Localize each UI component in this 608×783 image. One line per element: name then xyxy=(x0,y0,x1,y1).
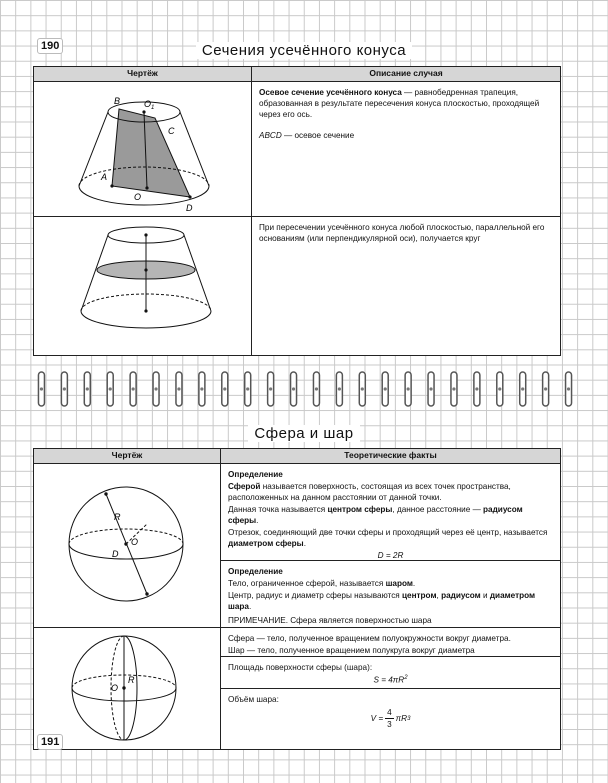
truncated-cone-table xyxy=(33,66,561,356)
binding-hole xyxy=(521,387,524,390)
sphere-figure xyxy=(34,464,219,624)
binding-hole xyxy=(177,387,180,390)
diameter-endpoint-bottom xyxy=(145,592,148,595)
definition-text: . xyxy=(256,516,259,526)
binding-hole xyxy=(567,387,570,390)
definition-heading: Определение xyxy=(228,567,283,576)
right-generator xyxy=(180,112,209,186)
section-title-text: Сфера и шар xyxy=(248,425,359,442)
definition-text: Тело, ограниченное сферой, называется xyxy=(228,579,386,589)
binding-hole xyxy=(292,387,295,390)
binding-hole xyxy=(544,387,547,390)
point-d xyxy=(188,195,191,198)
binding-hole xyxy=(269,387,272,390)
definition-text: называется поверхность, состоящая из всех точек пространства, расположенных на данном расстоянии от данной точки. xyxy=(228,482,511,503)
drawing-sphere xyxy=(34,464,221,628)
note-text: ПРИМЕЧАНИЕ. Сфера является поверхностью шара xyxy=(228,616,432,626)
formula-body: V = xyxy=(370,714,384,724)
axial-section-definition: — равнобедренная трапеция, образованная в результате пересечения конуса плоскостью, проходящей через его ось. xyxy=(259,88,540,120)
abcd-caption: — осевое сечение xyxy=(281,131,355,141)
center-point xyxy=(122,686,125,689)
binding-hole xyxy=(475,387,478,390)
label-r: R xyxy=(128,675,135,686)
binding-hole xyxy=(315,387,318,390)
bottom-center-point xyxy=(144,309,147,312)
definition-text: , данное расстояние — xyxy=(392,505,484,515)
definition-text: , xyxy=(436,591,442,601)
definition-ball xyxy=(221,560,560,624)
binding-hole xyxy=(109,387,112,390)
point-o xyxy=(145,186,148,189)
binding-hole xyxy=(384,387,387,390)
binding-hole xyxy=(223,387,226,390)
definition-text: . xyxy=(303,539,306,549)
definition-text: Отрезок, соединяющий две точки сферы и проходящий через её центр, называется xyxy=(228,528,548,538)
label-r: R xyxy=(114,512,121,522)
axial-section-figure xyxy=(34,82,250,213)
sphere-rotation-text: Сфера — тело, полученное вращением полуокружности вокруг диаметра. xyxy=(228,634,511,644)
parallel-section-text: При пересечении усечённого конуса любой плоскостью, параллельной его основаниям (или перпендикулярной оси), получается круг xyxy=(259,223,545,244)
label-d: D xyxy=(186,203,193,213)
surface-area-label: Площадь поверхности сферы (шара): xyxy=(228,663,373,673)
facts-formulas xyxy=(221,628,561,750)
binding-hole xyxy=(132,387,135,390)
label-o: O xyxy=(111,683,119,694)
column-header-drawing: Чертёж xyxy=(34,67,252,82)
binding-hole xyxy=(361,387,364,390)
definition-text: и xyxy=(480,591,490,601)
facts-definitions xyxy=(221,464,561,628)
definition-text: Данная точка называется xyxy=(228,505,328,515)
label-a: A xyxy=(101,172,108,182)
formula-body: S = 4πR xyxy=(373,675,405,685)
column-header-description: Описание случая xyxy=(252,67,561,82)
section-center-point xyxy=(144,268,147,271)
volume-formula xyxy=(228,707,553,730)
abcd-label: ABCD xyxy=(259,131,282,141)
term-ball-radius: радиусом xyxy=(441,591,481,601)
binding-hole xyxy=(429,387,432,390)
surface-area-formula xyxy=(228,674,553,686)
formula-body: πR xyxy=(395,714,408,724)
definition-sphere xyxy=(221,464,560,560)
point-a xyxy=(110,184,113,187)
parallel-section-figure xyxy=(34,217,250,352)
column-header-drawing: Чертёж xyxy=(34,449,221,464)
binding-hole xyxy=(246,387,249,390)
binding-hole xyxy=(63,387,66,390)
drawing-ball xyxy=(34,628,221,750)
fraction xyxy=(385,707,394,730)
sphere-table xyxy=(33,448,561,750)
term-ball-center: центром xyxy=(402,591,437,601)
top-center-point xyxy=(144,233,147,236)
binding-hole xyxy=(452,387,455,390)
term-ball: шаром xyxy=(385,579,413,589)
term-diameter: диаметром сферы xyxy=(228,539,304,549)
fraction-numerator: 4 xyxy=(385,707,394,719)
description-parallel-section xyxy=(252,217,561,356)
term-ball-diameter: диаметром шара xyxy=(228,591,536,612)
formula-exponent: 3 xyxy=(407,715,411,722)
binding-hole xyxy=(86,387,89,390)
binding-hole xyxy=(407,387,410,390)
rotation-definition xyxy=(221,628,560,656)
page-number-top: 190 xyxy=(37,38,63,54)
surface-area-block xyxy=(221,656,560,688)
point-o1 xyxy=(142,110,145,113)
label-c: C xyxy=(168,126,175,136)
ball-rotation-text: Шар — тело, полученное вращением полукруга вокруг диаметра xyxy=(228,646,475,656)
term-radius: радиусом сферы xyxy=(228,505,523,526)
label-o1: $O_1$ xyxy=(144,99,155,111)
definition-text: . xyxy=(248,602,252,612)
description-axial-section xyxy=(252,82,561,217)
term-sphere: Сферой xyxy=(228,482,261,492)
label-d: D xyxy=(112,549,119,559)
label-o: O xyxy=(134,192,142,202)
page-number-bottom: 191 xyxy=(37,734,63,750)
binding-hole xyxy=(338,387,341,390)
definition-text: . xyxy=(412,579,416,589)
section-title-text: Сечения усечённого конуса xyxy=(196,42,412,59)
section-title-truncated-cone xyxy=(0,42,608,59)
ball-figure xyxy=(34,628,219,746)
drawing-parallel-section xyxy=(34,217,252,356)
bottom-base-front xyxy=(81,311,211,328)
definition-heading: Определение xyxy=(228,470,283,479)
volume-label: Объём шара: xyxy=(228,695,279,705)
binding-hole xyxy=(200,387,203,390)
section-title-sphere xyxy=(0,425,608,442)
column-header-facts: Теоретические факты xyxy=(221,449,561,464)
meridian-front xyxy=(124,636,137,740)
spiral-binding xyxy=(30,368,580,410)
drawing-axial-section xyxy=(34,82,252,217)
volume-block xyxy=(221,688,560,748)
definition-text: Центр, радиус и диаметр сферы называются xyxy=(228,591,403,601)
formula-exponent: 2 xyxy=(404,675,408,682)
fraction-denominator: 3 xyxy=(387,720,392,730)
label-o: O xyxy=(131,537,139,547)
binding-hole xyxy=(498,387,501,390)
equator-front xyxy=(69,544,183,559)
center-point xyxy=(124,542,127,545)
binding-hole xyxy=(40,387,43,390)
label-b: B xyxy=(114,96,121,106)
term-axial-section: Осевое сечение усечённого конуса xyxy=(259,88,402,97)
diameter-formula: D = 2R xyxy=(377,551,404,561)
diameter-endpoint-top xyxy=(104,492,107,495)
binding-hole xyxy=(154,387,157,390)
term-center: центром сферы xyxy=(327,505,393,515)
